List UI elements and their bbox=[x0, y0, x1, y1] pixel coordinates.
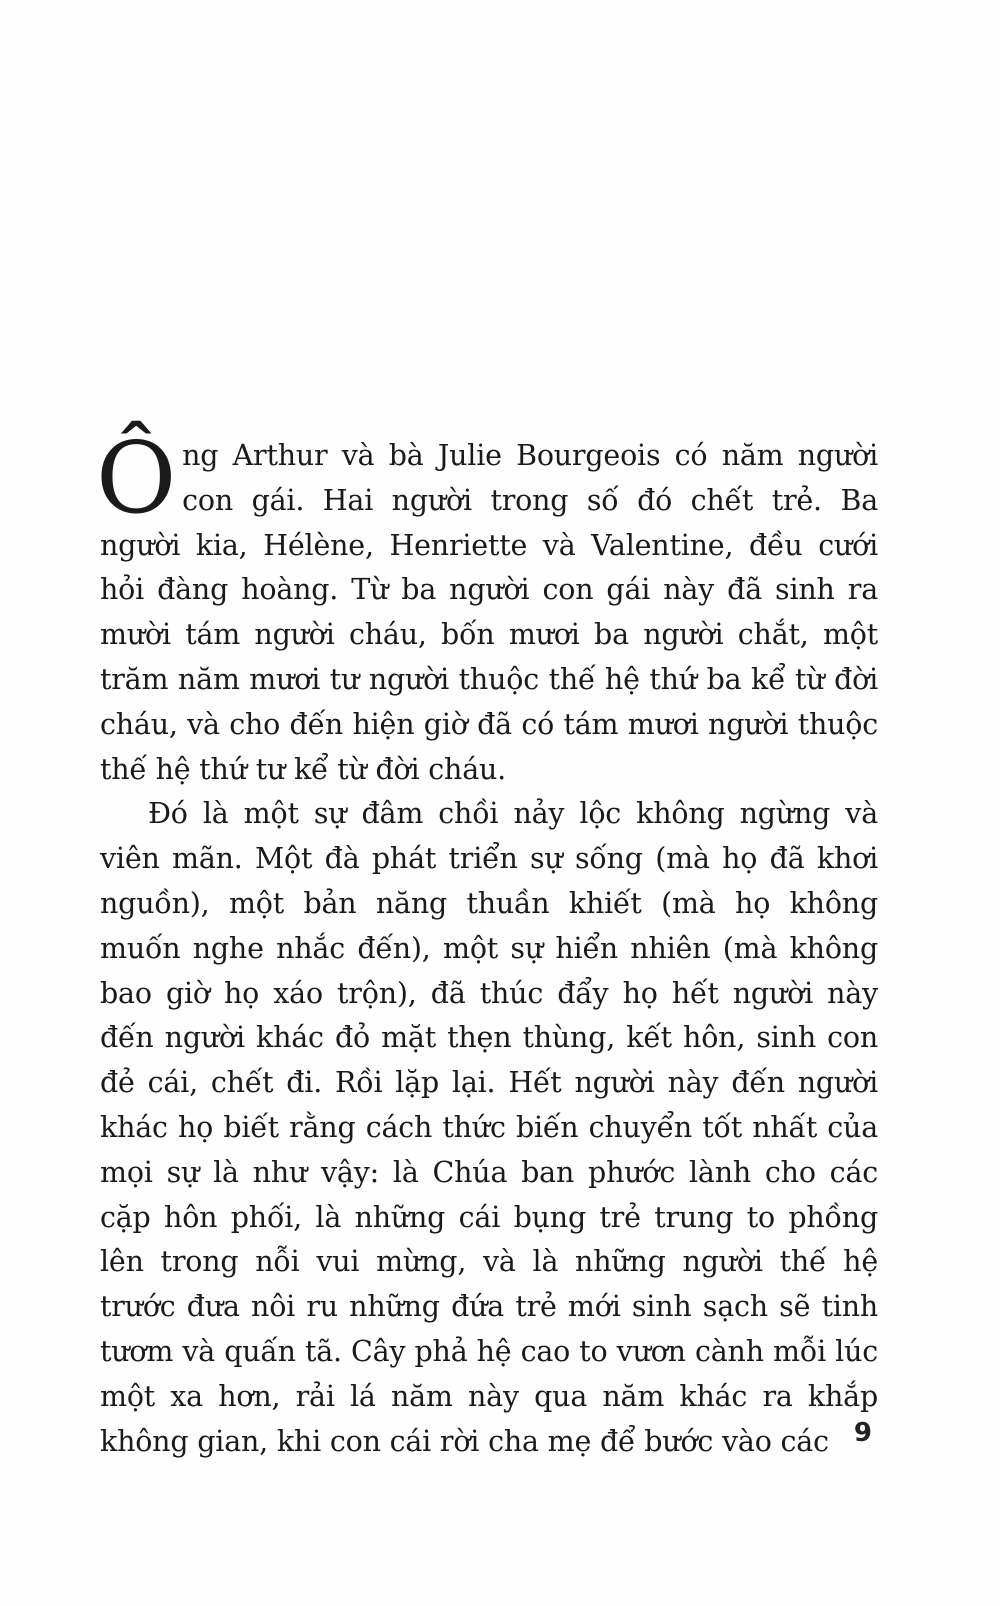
page-number: 9 bbox=[853, 1418, 872, 1448]
body-text bbox=[96, 422, 878, 1464]
paragraph-2 bbox=[100, 792, 878, 1464]
drop-cap-letter: Ô bbox=[96, 422, 177, 536]
paragraph-2-text: Đó là một sự đâm chồi nảy lộc không ngừng và viên mãn. Một đà phát triển sự sống (mà họ đã khơi nguồn), một bản năng thuần khiết (mà họ không muốn nghe nhắc đến), một sự hiển nhiên (mà không bao giờ họ xáo trộn), đã thúc đẩy họ hết người này đến người khác đỏ mặt thẹn thùng, kết hôn, sinh con đẻ cái, chết đi. Rồi lặp lại. Hết người này đến người khác họ biết rằng cách thức biến chuyển tốt nhất của mọi sự là như vậy: là Chúa ban phước lành cho các cặp hôn phối, là những cái bụng trẻ trung to phồng lên trong nỗi vui mừng, và là những người thế hệ trước đưa nôi ru những đứa trẻ mới sinh sạch sẽ tinh tươm và quấn tã. Cây phả hệ cao to vươn cành mỗi lúc một xa hơn, rải lá năm này qua năm khác ra khắp không gian, khi con cái rời cha mẹ để bước vào các bbox=[100, 797, 878, 1458]
paragraph-1 bbox=[96, 422, 878, 792]
paragraph-1-text: ng Arthur và bà Julie Bourgeois có năm người con gái. Hai người trong số đó chết trẻ. Ba người kia, Hélène, Henriette và Valentine, đều cưới hỏi đàng hoàng. Từ ba người con gái này đã sinh ra mười tám người cháu, bốn mươi ba người chắt, một trăm năm mươi tư người thuộc thế hệ thứ ba kể từ đời cháu, và cho đến hiện giờ đã có tám mươi người thuộc thế hệ thứ tư kể từ đời cháu. bbox=[100, 439, 878, 786]
